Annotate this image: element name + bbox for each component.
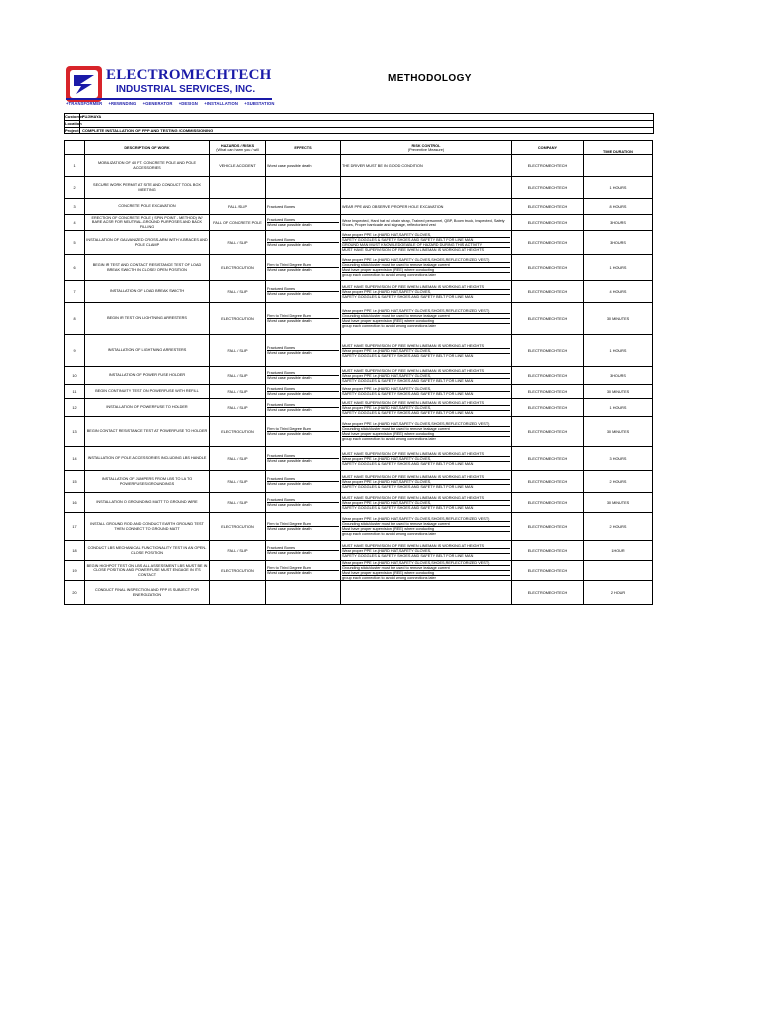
- risk-control-line: MUST HAVE SUPERVISION OF REE WHEN LINEMAN IS WORKING AT HEIGHTS: [342, 475, 510, 480]
- hazard-cell: FALL OF CONCRETE POLE: [210, 215, 266, 231]
- effect-line: Fractured Bones: [267, 204, 296, 209]
- table-row: [65, 215, 653, 231]
- effects-cell: [266, 231, 341, 255]
- effect-line: Fractured Bones: [267, 477, 339, 482]
- hazard-cell: [210, 177, 266, 199]
- table-row: [65, 541, 653, 561]
- risk-control-line: Grounding stick/cluster must be used to remove leakage current: [342, 566, 510, 571]
- company-cell: ELECTROMECHTECH: [512, 561, 584, 581]
- time-duration-cell: 3HOURS: [584, 367, 653, 385]
- hazards-title: HAZARDS / RISKS: [220, 143, 255, 148]
- effects-cell: [266, 581, 341, 605]
- effect-line: Worst case possible death: [267, 292, 312, 296]
- risk-control-line: Must have proper supervision (REE) where conducting: [342, 571, 510, 576]
- company-cell: ELECTROMECHTECH: [512, 493, 584, 513]
- company-cell: ELECTROMECHTECH: [512, 399, 584, 417]
- col-header-description: DESCRIPTION OF WORK: [85, 141, 210, 155]
- hazard-cell: FALL / SLIP: [210, 281, 266, 303]
- hazard-cell: FALL / SLIP: [210, 231, 266, 255]
- work-description: BEGIN HIGHPOT TEST ON LBS ALL ASSESSMENT LBS MUST BE IN CLOSE POSITION AND POWERFUSE MUST ENGAGE IN ITS CONTACT: [85, 561, 210, 581]
- work-description: INSTALL GROUND ROD AND CONDUCT EARTH GROUND TEST THEN CONNECT TO GROUND MATT: [85, 513, 210, 541]
- time-duration-cell: 1 HOURS: [584, 399, 653, 417]
- hazard-cell: FALL / SLIP: [210, 447, 266, 471]
- work-description: INSTALLATION OF POLE ACCESSORIES INCLUDING LBS HANDLE: [85, 447, 210, 471]
- effect-line: Worst case possible death: [267, 408, 312, 412]
- effects-cell: [266, 447, 341, 471]
- risk-control-line: Must have proper supervision (REE) where conducting: [342, 432, 510, 437]
- row-number: 4: [65, 215, 85, 231]
- risk-control-line: Wear proper PPE i.e.(HARD HAT,SAFETY GLOVES,SHOES,REFLECTORIZED VEST): [342, 561, 510, 566]
- risk-control-line: SAFETY GOGGLES & SAFETY SHOES AND SAFETY BELT FOR LINE MAN: [342, 294, 474, 299]
- time-duration-cell: 2 HOURS: [584, 513, 653, 541]
- risk-control-cell: [341, 335, 512, 367]
- company-logo-icon: [66, 66, 102, 102]
- effect-line: Fractured Bones: [267, 387, 339, 392]
- time-duration-cell: 3HOURS: [584, 231, 653, 255]
- hazard-cell: FALL / SLIP: [210, 385, 266, 399]
- info-row-location: [65, 121, 653, 128]
- effect-line: Worst case possible death: [267, 482, 312, 486]
- table-body: [65, 155, 653, 605]
- effect-line: Fractured Bones: [267, 498, 339, 503]
- row-number: 12: [65, 399, 85, 417]
- effects-cell: [266, 417, 341, 447]
- work-description: CONDUCT FINAL INSPECTION AND FPP IS SUBJECT FOR ENERGIZATION: [85, 581, 210, 605]
- col-header-number: [65, 141, 85, 155]
- risk-control-line: SAFETY GOGGLES & SAFETY SHOES AND SAFETY BELT FOR LINE MAN: [342, 378, 474, 383]
- risk-control-cell: [341, 417, 512, 447]
- company-cell: ELECTROMECHTECH: [512, 581, 584, 605]
- header-divider: [66, 98, 272, 100]
- table-row: [65, 581, 653, 605]
- effect-line: Fractured Bones: [267, 218, 339, 223]
- table-row: [65, 367, 653, 385]
- risk-control-line: Wear proper PPE i.e.(HARD HAT,SAFETY GLOVES,: [342, 374, 510, 379]
- risk-control-line: group each connection to avoid wrong connections later: [342, 273, 436, 277]
- company-cell: ELECTROMECHTECH: [512, 255, 584, 281]
- table-header-row: [65, 141, 653, 155]
- effect-line: Worst case possible death: [267, 571, 312, 575]
- risk-control-line: Wear proper PPE i.e.(HARD HAT,SAFETY GLOVES,SHOES,REFLECTORIZED VEST): [342, 309, 510, 314]
- risk-control-cell: [341, 155, 512, 177]
- company-cell: ELECTROMECHTECH: [512, 385, 584, 399]
- col-header-effects: EFFECTS: [266, 141, 341, 155]
- work-description: BEGIN CONTINUITY TEST ON POWERFUSE WITH REFILL: [85, 385, 210, 399]
- risk-control-cell: [341, 385, 512, 399]
- company-cell: ELECTROMECHTECH: [512, 199, 584, 215]
- risk-control-line: Wear proper PPE i.e.(HARD HAT,SAFETY GLOVES,SHOES,REFLECTORIZED VEST): [342, 258, 510, 263]
- work-description: INSTALLATION OF GALVANIZED CROSS-ARM WITH V-BRACES AND POLE CLAMP: [85, 231, 210, 255]
- effect-line: Fractured Bones: [267, 546, 339, 551]
- document-title: METHODOLOGY: [388, 73, 472, 84]
- risk-control-cell: [341, 541, 512, 561]
- company-cell: ELECTROMECHTECH: [512, 513, 584, 541]
- risk-control-line: Must have proper supervision (REE) where conducting: [342, 319, 510, 324]
- risk-control-line: WEAR PPE AND OBSERVE PROPER HOLE EXCAVATION: [342, 204, 444, 209]
- info-value: FUJIHAYA: [79, 114, 653, 120]
- risk-control-cell: [341, 399, 512, 417]
- hazard-cell: FALL / SLIP: [210, 541, 266, 561]
- services-list: [66, 101, 279, 106]
- work-description: INSTALLATION OF LOAD BREAK SWICTH: [85, 281, 210, 303]
- effects-cell: [266, 399, 341, 417]
- hazard-cell: [210, 581, 266, 605]
- time-duration-cell: [584, 561, 653, 581]
- company-cell: ELECTROMECHTECH: [512, 447, 584, 471]
- time-duration-cell: 30 MINUTES: [584, 385, 653, 399]
- risk-title: RISK CONTROL: [411, 143, 441, 148]
- risk-control-line: group each connection to avoid wrong connections later: [342, 576, 436, 580]
- hazard-cell: FALL / SLIP: [210, 399, 266, 417]
- effects-cell: [266, 255, 341, 281]
- effects-cell: [266, 385, 341, 399]
- risk-control-cell: [341, 231, 512, 255]
- risk-control-line: SAFETY GOGGLES & SAFETY SHOES AND SAFETY BELT FOR LINE MAN: [342, 392, 474, 396]
- hazard-cell: FALL / SLIP: [210, 367, 266, 385]
- company-cell: ELECTROMECHTECH: [512, 303, 584, 335]
- company-cell: ELECTROMECHTECH: [512, 281, 584, 303]
- risk-control-line: SAFETY GOGGLES & SAFETY SHOES AND SAFETY BELT FOR LINE MAN: [342, 410, 474, 415]
- info-value: [79, 121, 653, 127]
- work-description: BEGIN CONTACT RESISTANCE TEST AT POWERFUSE TO HOLDER: [85, 417, 210, 447]
- methodology-table: [64, 140, 653, 605]
- hazards-subtitle: (What can harm you / will: [216, 147, 259, 152]
- effect-line: Worst case possible death: [267, 163, 312, 168]
- effect-line: Worst case possible death: [267, 243, 312, 247]
- company-subtitle: INDUSTRIAL SERVICES, INC.: [116, 84, 256, 95]
- effect-line: Worst case possible death: [267, 376, 312, 380]
- effects-cell: [266, 281, 341, 303]
- info-label: Customer: [65, 114, 84, 120]
- company-cell: ELECTROMECHTECH: [512, 367, 584, 385]
- effect-line: Fractured Bones: [267, 287, 339, 292]
- row-number: 8: [65, 303, 85, 335]
- time-duration-cell: 4 HOURS: [584, 281, 653, 303]
- time-duration-cell: 1HOUR: [584, 541, 653, 561]
- company-cell: ELECTROMECHTECH: [512, 541, 584, 561]
- effects-cell: [266, 335, 341, 367]
- row-number: 17: [65, 513, 85, 541]
- time-duration-cell: 1 HOURS: [584, 335, 653, 367]
- work-description: INSTALLATION OF POWERFUSE TO HOLDER: [85, 399, 210, 417]
- risk-control-cell: [341, 303, 512, 335]
- row-number: 18: [65, 541, 85, 561]
- hazard-cell: FALL / SLIP: [210, 471, 266, 493]
- company-cell: ELECTROMECHTECH: [512, 177, 584, 199]
- effect-line: Firm to Third Degree Burn: [267, 263, 339, 268]
- risk-control-line: group each connection to avoid wrong connections later: [342, 324, 436, 328]
- effect-line: Worst case possible death: [267, 319, 312, 323]
- table-row: [65, 335, 653, 367]
- effects-cell: [266, 303, 341, 335]
- risk-control-line: MUST HAVE SUPERVISION OF REE WHEN LINEMAN IS WORKING AT HEIGHTS: [342, 496, 510, 501]
- risk-control-line: MUST HAVE SUPERVISION OF REE WHEN LINEMAN IS WORKING AT HEIGHTS: [342, 344, 510, 349]
- risk-control-line: Wear proper PPE i.e.(HARD HAT,SAFETY GLOVES,: [342, 233, 510, 238]
- time-duration-cell: 3HOURS: [584, 215, 653, 231]
- table-row: [65, 471, 653, 493]
- risk-control-line: Wear proper PPE i.e.(HARD HAT,SAFETY GLOVES,: [342, 349, 510, 354]
- risk-control-line: MUST HAVE SUPERVISION OF REE WHEN LINEMAN IS WORKING AT HEIGHTS: [342, 285, 510, 290]
- work-description: MOBILIZATION OF 40 FT. CONCRETE POLE AND POLE ACCESSORIES: [85, 155, 210, 177]
- col-header-risk-control: [341, 141, 512, 155]
- row-number: 2: [65, 177, 85, 199]
- risk-control-cell: [341, 367, 512, 385]
- row-number: 3: [65, 199, 85, 215]
- risk-control-line: group each connection to avoid wrong connections later: [342, 437, 436, 441]
- risk-control-line: SAFETY GOGGLES & SAFETY SHOES AND SAFETY BELT FOR LINE MAN: [342, 505, 474, 510]
- row-number: 1: [65, 155, 85, 177]
- row-number: 14: [65, 447, 85, 471]
- row-number: 10: [65, 367, 85, 385]
- company-name: ELECTROMECHTECH: [106, 67, 272, 83]
- risk-control-line: THE DRIVER MUST BE IN GOOD CONDITION: [342, 163, 423, 168]
- effect-line: Worst case possible death: [267, 551, 312, 555]
- table-row: [65, 447, 653, 471]
- risk-control-cell: [341, 177, 512, 199]
- work-description: INSTALLATION OF JUMPERS FROM LBS TO LA TO POWERFUSES/GROUNDINGS: [85, 471, 210, 493]
- work-description: BEGIN IR TEST ON LIGHTNING ARRESTERS: [85, 303, 210, 335]
- company-cell: ELECTROMECHTECH: [512, 471, 584, 493]
- time-duration-cell: 3 HOURS: [584, 447, 653, 471]
- row-number: 13: [65, 417, 85, 447]
- risk-control-line: SAFETY GOGGLES & SAFETY SHOES AND SAFETY BELT FOR LINE MAN: [342, 238, 510, 243]
- info-label: Project: [65, 127, 79, 133]
- row-number: 19: [65, 561, 85, 581]
- effects-cell: [266, 541, 341, 561]
- table-row: [65, 561, 653, 581]
- risk-control-line: Wear proper PPE i.e.(HARD HAT,SAFETY GLOVES,SHOES,REFLECTORIZED VEST): [342, 517, 510, 522]
- risk-control-cell: [341, 513, 512, 541]
- risk-control-cell: [341, 561, 512, 581]
- company-cell: ELECTROMECHTECH: [512, 215, 584, 231]
- risk-control-cell: [341, 471, 512, 493]
- document-header: [64, 64, 684, 114]
- company-cell: ELECTROMECHTECH: [512, 417, 584, 447]
- risk-control-cell: [341, 199, 512, 215]
- time-duration-cell: 8 HOURS: [584, 199, 653, 215]
- time-duration-cell: 2 HOUR: [584, 581, 653, 605]
- risk-control-line: GROUND MAN MUST KNOWLEDGEABLE OF HAZARD DURING THIS ACTIVITY: [342, 243, 510, 248]
- risk-control-line: SAFETY GOGGLES & SAFETY SHOES AND SAFETY BELT FOR LINE MAN: [342, 484, 474, 489]
- risk-control-line: MUST HAVE SUPERVISION OF REE WHEN LINEMAN IS WORKING AT HEIGHTS: [342, 452, 510, 457]
- table-row: [65, 399, 653, 417]
- effect-line: Worst case possible death: [267, 503, 312, 507]
- hazard-cell: FALL / SLIP: [210, 493, 266, 513]
- hazard-cell: ELECTROCUTION: [210, 417, 266, 447]
- risk-control-line: Wear Inspected, Hard hat w/ chain strap, Trained personnel, QBP, Boom truck, Inspected, Safety Shoes, Proper barricade and signage, reflectorized vest: [342, 218, 505, 227]
- time-duration-cell: 30 MINUTES: [584, 303, 653, 335]
- effects-cell: [266, 493, 341, 513]
- row-number: 15: [65, 471, 85, 493]
- work-description: INSTALLATION OF LIGHTNING ARRESTERS: [85, 335, 210, 367]
- effects-cell: [266, 215, 341, 231]
- risk-control-line: Wear proper PPE i.e.(HARD HAT,SAFETY GLOVES,: [342, 406, 510, 411]
- risk-control-line: Must have proper supervision (REE) where conducting: [342, 527, 510, 532]
- hazard-cell: ELECTROCUTION: [210, 561, 266, 581]
- hazard-cell: FALL / SLIP: [210, 335, 266, 367]
- table-row: [65, 199, 653, 215]
- hazard-cell: VEHICLE ACCIDENT: [210, 155, 266, 177]
- risk-control-line: MUST HAVE SUPERVISION OF REE WHEN LINEMAN IS WORKING AT HEIGHTS: [342, 544, 510, 549]
- info-row-customer: [65, 114, 653, 121]
- time-duration-cell: [584, 155, 653, 177]
- row-number: 20: [65, 581, 85, 605]
- risk-control-line: Wear proper PPE i.e.(HARD HAT,SAFETY GLOVES,SHOES,REFLECTORIZED VEST): [342, 422, 510, 427]
- hazard-cell: ELECTROCUTION: [210, 303, 266, 335]
- effect-line: Fractured Bones: [267, 403, 339, 408]
- effect-line: Worst case possible death: [267, 527, 312, 531]
- table-row: [65, 513, 653, 541]
- risk-subtitle: (Preventive Measure): [407, 147, 445, 152]
- row-number: 9: [65, 335, 85, 367]
- risk-control-line: Wear proper PPE i.e.(HARD HAT,SAFETY GLOVES,: [342, 501, 510, 506]
- effect-line: Worst case possible death: [267, 459, 312, 463]
- col-header-hazards: [210, 141, 266, 155]
- row-number: 5: [65, 231, 85, 255]
- risk-control-line: group each connection to avoid wrong connections later: [342, 532, 436, 536]
- risk-control-line: Grounding stick/cluster must be used to remove leakage current: [342, 427, 510, 432]
- risk-control-line: SAFETY GOGGLES & SAFETY SHOES AND SAFETY BELT FOR LINE MAN: [342, 553, 474, 558]
- effects-cell: [266, 199, 341, 215]
- effect-line: Firm to Third Degree Burn: [267, 314, 339, 319]
- effects-cell: [266, 561, 341, 581]
- work-description: INSTALLATION OF POWER FUSE HOLDER: [85, 367, 210, 385]
- risk-control-line: Grounding stick/cluster must be used to remove leakage current: [342, 263, 510, 268]
- effects-cell: [266, 513, 341, 541]
- table-row: [65, 417, 653, 447]
- effect-line: Fractured Bones: [267, 238, 339, 243]
- service-item: +REWINDING: [108, 101, 137, 106]
- effects-cell: [266, 177, 341, 199]
- effect-line: Firm to Third Degree Burn: [267, 566, 339, 571]
- info-row-project: [65, 128, 653, 135]
- effect-line: Worst case possible death: [267, 351, 312, 355]
- time-duration-cell: 1 HOURS: [584, 255, 653, 281]
- table-row: [65, 255, 653, 281]
- work-description: CONDUCT LBS MECHANICAL FUNCTIONALITY TEST IN AN OPEN-CLOSE POSITION: [85, 541, 210, 561]
- work-description: SECURE WORK PERMIT AT SITE AND CONDUCT TOOL BOX MEETING: [85, 177, 210, 199]
- service-item: +GENERATOR: [142, 101, 173, 106]
- table-row: [65, 281, 653, 303]
- work-description: BEGIN IR TEST AND CONTACT RESISTANCE TEST OF LOAD BREAK SWICTH IN CLOSE/ OPEN POSITION: [85, 255, 210, 281]
- info-label: Location: [65, 121, 82, 127]
- project-info: [64, 113, 654, 134]
- risk-control-cell: [341, 493, 512, 513]
- service-item: +INSTALLATION: [204, 101, 239, 106]
- effect-line: Worst case possible death: [267, 432, 312, 436]
- effects-cell: [266, 155, 341, 177]
- service-item: +DESIGN: [178, 101, 198, 106]
- risk-control-cell: [341, 215, 512, 231]
- work-description: CONCRETE POLE EXCAVATION: [85, 199, 210, 215]
- effect-line: Worst case possible death: [267, 268, 312, 272]
- risk-control-line: MUST HAVE SUPERVISION OF REE WHEN LINEMAN IS WORKING AT HEIGHTS: [342, 248, 485, 252]
- service-item: +TRANSFORMER: [66, 101, 103, 106]
- risk-control-line: Grounding stick/cluster must be used to remove leakage current: [342, 314, 510, 319]
- company-cell: ELECTROMECHTECH: [512, 231, 584, 255]
- risk-control-line: Grounding stick/cluster must be used to remove leakage current: [342, 522, 510, 527]
- effect-line: Fractured Bones: [267, 371, 339, 376]
- risk-control-line: Wear proper PPE i.e.(HARD HAT,SAFETY GLOVES,: [342, 387, 510, 392]
- effect-line: Worst case possible death: [267, 223, 312, 227]
- info-value: COMPLETE INSTALLATION OF FPP AND TESTING /COMMISSIONING: [79, 128, 653, 134]
- risk-control-line: Wear proper PPE i.e.(HARD HAT,SAFETY GLOVES,: [342, 480, 510, 485]
- table-row: [65, 155, 653, 177]
- risk-control-line: Must have proper supervision (REE) where conducting: [342, 268, 510, 273]
- table-row: [65, 303, 653, 335]
- table-row: [65, 177, 653, 199]
- row-number: 7: [65, 281, 85, 303]
- work-description: ERECTION OF CONCRETE POLE ( SPIN POINT - METHOD) W/ BARE ACSR FOR NEUTRAL-GROUND PURPOSES AND BACK FILLING: [85, 215, 210, 231]
- risk-control-line: Wear proper PPE i.e.(HARD HAT,SAFETY GLOVES,: [342, 549, 510, 554]
- risk-control-cell: [341, 255, 512, 281]
- table-row: [65, 493, 653, 513]
- time-duration-cell: 1 HOURS: [584, 177, 653, 199]
- time-duration-cell: 30 MINUTES: [584, 493, 653, 513]
- effect-line: Fractured Bones: [267, 454, 339, 459]
- row-number: 6: [65, 255, 85, 281]
- row-number: 11: [65, 385, 85, 399]
- company-cell: ELECTROMECHTECH: [512, 335, 584, 367]
- col-header-time: TIME DURATION: [584, 141, 653, 155]
- time-duration-cell: 30 MINUTES: [584, 417, 653, 447]
- risk-control-cell: [341, 581, 512, 605]
- risk-control-line: SAFETY GOGGLES & SAFETY SHOES AND SAFETY BELT FOR LINE MAN: [342, 353, 474, 358]
- col-header-company: COMPANY: [512, 141, 584, 155]
- service-item: +SUBSTATION: [244, 101, 275, 106]
- hazard-cell: FALL /SLIP: [210, 199, 266, 215]
- row-number: 16: [65, 493, 85, 513]
- effect-line: Firm to Third Degree Burn: [267, 522, 339, 527]
- risk-control-line: SAFETY GOGGLES & SAFETY SHOES AND SAFETY BELT FOR LINE MAN: [342, 461, 474, 466]
- effect-line: Fractured Bones: [267, 346, 339, 351]
- risk-control-cell: [341, 447, 512, 471]
- table-row: [65, 231, 653, 255]
- work-description: INSTALLATION O GROUNDING MATT TO GROUND WIRE: [85, 493, 210, 513]
- hazard-cell: ELECTROCUTION: [210, 255, 266, 281]
- effect-line: Worst case possible death: [267, 392, 312, 396]
- effects-cell: [266, 471, 341, 493]
- risk-control-line: Wear proper PPE i.e.(HARD HAT,SAFETY GLOVES,: [342, 290, 510, 295]
- company-cell: ELECTROMECHTECH: [512, 155, 584, 177]
- hazard-cell: ELECTROCUTION: [210, 513, 266, 541]
- risk-control-line: MUST HAVE SUPERVISION OF REE WHEN LINEMAN IS WORKING AT HEIGHTS: [342, 369, 510, 374]
- risk-control-line: MUST HAVE SUPERVISION OF REE WHEN LINEMAN IS WORKING AT HEIGHTS: [342, 401, 510, 406]
- risk-control-cell: [341, 281, 512, 303]
- table-row: [65, 385, 653, 399]
- effect-line: Firm to Third Degree Burn: [267, 427, 339, 432]
- risk-control-line: Wear proper PPE i.e.(HARD HAT,SAFETY GLOVES,: [342, 457, 510, 462]
- time-duration-cell: 2 HOURS: [584, 471, 653, 493]
- effects-cell: [266, 367, 341, 385]
